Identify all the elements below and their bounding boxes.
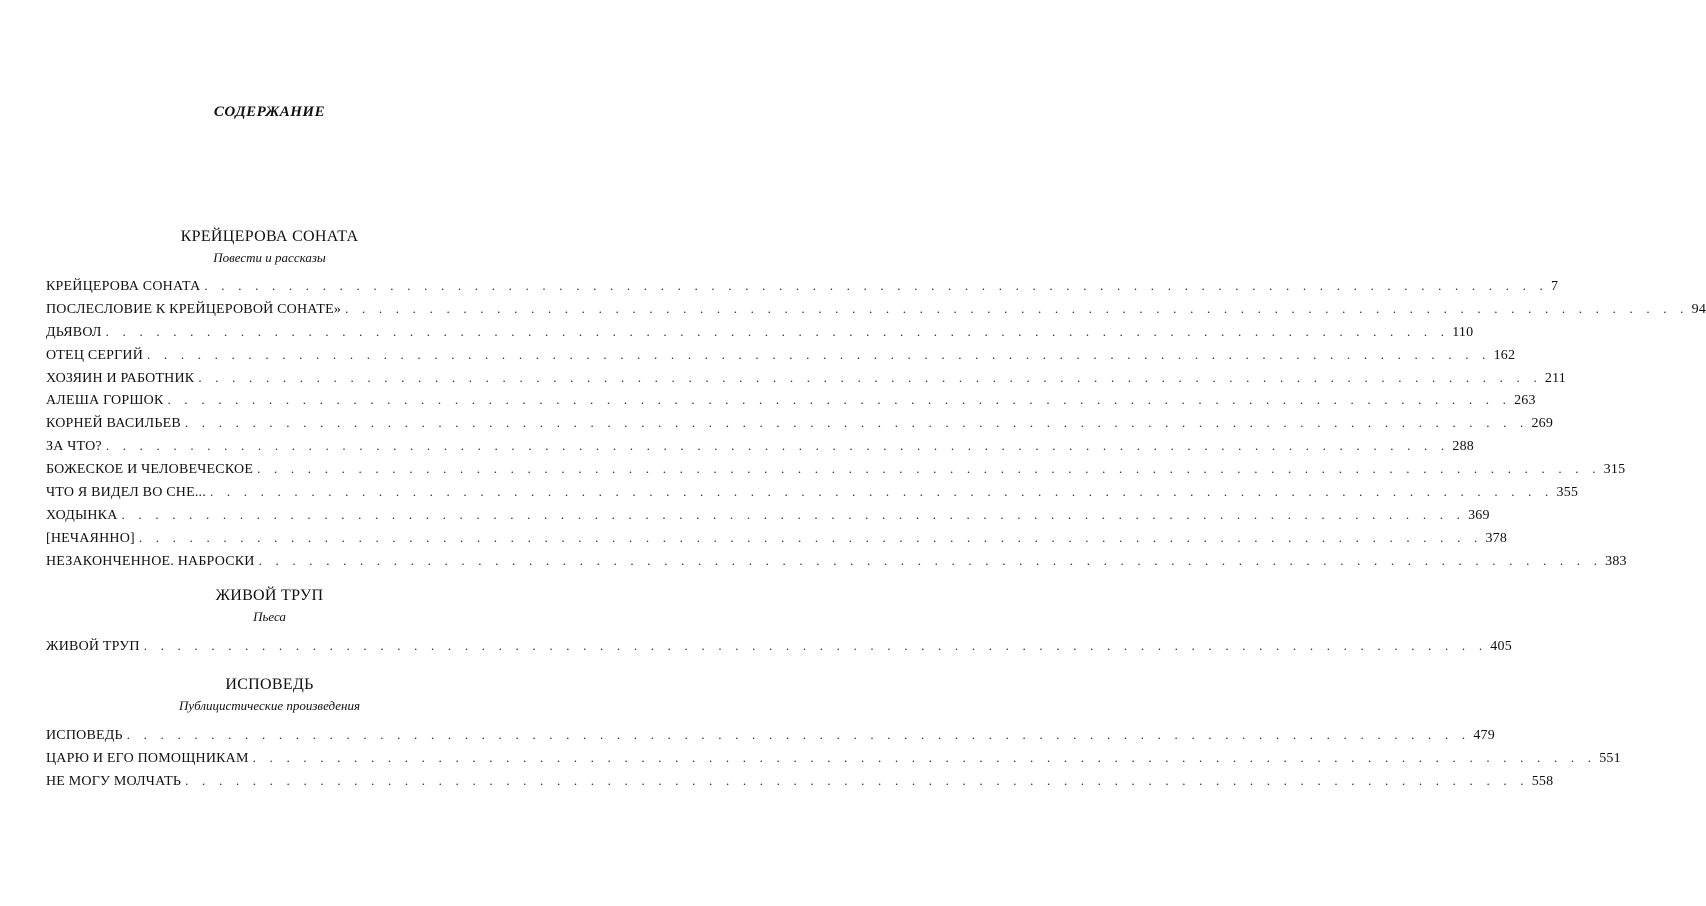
- toc-entry-page-number: 315: [1603, 462, 1626, 478]
- toc-entry: [46, 552, 1627, 576]
- toc-entry-page-number: 110: [1452, 324, 1474, 340]
- toc-entry: [46, 369, 1566, 393]
- toc-entry-page-number: 369: [1468, 507, 1490, 523]
- toc-entry: [46, 506, 1490, 530]
- section-heading-confession: ИСПОВЕДЬ: [225, 676, 314, 693]
- dot-leader: . . . . . . . . . . . . . . . . . . . . . . . . . . . . . . . . . . . . . . . . . . . . . . . . . . . . . . . . . . . . . . . . . . . . . . . . . . . . . . . .: [258, 552, 1603, 568]
- toc-entry: [46, 749, 1621, 773]
- toc-entry: [46, 300, 1706, 324]
- section-heading-living-corpse: ЖИВОЙ ТРУП: [215, 587, 324, 604]
- section-subtitle-kreutzer: Повести и рассказы: [213, 250, 326, 265]
- toc-entry: [46, 772, 1554, 796]
- toc-entry-page-number: 269: [1531, 416, 1554, 432]
- toc-entry-title: [НЕЧАЯННО]: [46, 531, 139, 547]
- toc-entry: [46, 727, 1495, 750]
- dot-leader: . . . . . . . . . . . . . . . . . . . . . . . . . . . . . . . . . . . . . . . . . . . . . . . . . . . . . . . . . . . . . . . . . . . . . . . . . . . . . . . .: [252, 749, 1597, 765]
- dot-leader: . . . . . . . . . . . . . . . . . . . . . . . . . . . . . . . . . . . . . . . . . . . . . . . . . . . . . . . . . . . . . . . . . . . . . . . . . . . . . . . .: [105, 323, 1450, 339]
- dot-leader: . . . . . . . . . . . . . . . . . . . . . . . . . . . . . . . . . . . . . . . . . . . . . . . . . . . . . . . . . . . . . . . . . . . . . . . . . . . . . . . .: [126, 727, 1471, 742]
- toc-entry-page-number: 378: [1485, 530, 1508, 546]
- dot-leader: . . . . . . . . . . . . . . . . . . . . . . . . . . . . . . . . . . . . . . . . . . . . . . . . . . . . . . . . . . . . . . . . . . . . . . . . . . . . . . . .: [147, 346, 1491, 362]
- toc-entry-title: НЕЗАКОНЧЕННОЕ. НАБРОСКИ: [46, 554, 259, 570]
- toc-entry-page-number: 211: [1544, 370, 1566, 386]
- section-heading-kreutzer: КРЕЙЦЕРОВА СОНАТА: [180, 228, 359, 245]
- toc-entry-page-number: 551: [1599, 750, 1621, 766]
- page-title: СОДЕРЖАНИЕ: [213, 104, 326, 120]
- toc-entry-page-number: 355: [1556, 485, 1579, 501]
- toc-entry: [46, 323, 1474, 347]
- toc-entry-page-number: 479: [1473, 728, 1495, 743]
- section-subtitle-confession: Публицистические произведения: [178, 698, 361, 713]
- dot-leader: . . . . . . . . . . . . . . . . . . . . . . . . . . . . . . . . . . . . . . . . . . . . . . . . . . . . . . . . . . . . . . . . . . . . . . . . . . . . . . . .: [138, 529, 1483, 545]
- toc-entry-page-number: 7: [1550, 279, 1559, 294]
- dot-leader: . . . . . . . . . . . . . . . . . . . . . . . . . . . . . . . . . . . . . . . . . . . . . . . . . . . . . . . . . . . . . . . . . . . . . . . . . . . . . . . .: [143, 638, 1488, 653]
- dot-leader: . . . . . . . . . . . . . . . . . . . . . . . . . . . . . . . . . . . . . . . . . . . . . . . . . . . . . . . . . . . . . . . . . . . . . . . . . . . . . . . .: [121, 506, 1466, 522]
- toc-entry-title: ЦАРЮ И ЕГО ПОМОЩНИКАМ: [46, 751, 253, 767]
- toc-entry: [46, 638, 1512, 661]
- toc-entry-title: ХОЗЯИН И РАБОТНИК: [46, 371, 198, 387]
- toc-entry-page-number: 263: [1514, 393, 1536, 409]
- dot-leader: . . . . . . . . . . . . . . . . . . . . . . . . . . . . . . . . . . . . . . . . . . . . . . . . . . . . . . . . . . . . . . . . . . . . . . . . . . . . . . . .: [198, 369, 1542, 385]
- toc-entry-title: КОРНЕЙ ВАСИЛЬЕВ: [46, 416, 185, 432]
- section-subtitle-living-corpse: Пьеса: [253, 609, 286, 624]
- toc-entry-title: ДЬЯВОЛ: [46, 325, 106, 341]
- dot-leader: . . . . . . . . . . . . . . . . . . . . . . . . . . . . . . . . . . . . . . . . . . . . . . . . . . . . . . . . . . . . . . . . . . . . . . . . . . . . . . . .: [345, 300, 1689, 316]
- dot-leader: . . . . . . . . . . . . . . . . . . . . . . . . . . . . . . . . . . . . . . . . . . . . . . . . . . . . . . . . . . . . . . . . . . . . . . . . . . . . . . . .: [209, 484, 1554, 500]
- toc-entry: [46, 392, 1536, 415]
- dot-leader: . . . . . . . . . . . . . . . . . . . . . . . . . . . . . . . . . . . . . . . . . . . . . . . . . . . . . . . . . . . . . . . . . . . . . . . . . . . . . . . .: [185, 772, 1529, 788]
- toc-entry-page-number: 405: [1490, 639, 1512, 654]
- toc-entry: [46, 346, 1516, 370]
- toc-entry: [46, 278, 1559, 301]
- toc-entry-title: ИСПОВЕДЬ: [46, 728, 127, 744]
- toc-entry-title: БОЖЕСКОЕ И ЧЕЛОВЕЧЕСКОЕ: [46, 462, 257, 478]
- toc-entry-title: КРЕЙЦЕРОВА СОНАТА: [46, 279, 204, 295]
- dot-leader: . . . . . . . . . . . . . . . . . . . . . . . . . . . . . . . . . . . . . . . . . . . . . . . . . . . . . . . . . . . . . . . . . . . . . . . . . . . . . . . .: [167, 392, 1512, 408]
- toc-entry-page-number: 94: [1691, 301, 1706, 317]
- toc-entry: [46, 461, 1626, 484]
- toc-list-confession: [46, 727, 1621, 796]
- toc-entry-title: ОТЕЦ СЕРГИЙ: [46, 348, 147, 364]
- toc-entry-page-number: 162: [1493, 347, 1516, 363]
- dot-leader: . . . . . . . . . . . . . . . . . . . . . . . . . . . . . . . . . . . . . . . . . . . . . . . . . . . . . . . . . . . . . . . . . . . . . . . . . . . . . . . .: [105, 438, 1450, 454]
- toc-entry-page-number: 288: [1452, 439, 1474, 455]
- dot-leader: . . . . . . . . . . . . . . . . . . . . . . . . . . . . . . . . . . . . . . . . . . . . . . . . . . . . . . . . . . . . . . . . . . . . . . . . . . . . . . . .: [184, 415, 1529, 431]
- toc-entry-title: ЖИВОЙ ТРУП: [46, 639, 144, 655]
- toc-list-kreutzer: [46, 278, 1706, 576]
- toc-entry-title: ЗА ЧТО?: [46, 439, 106, 455]
- toc-entry-title: ПОСЛЕСЛОВИЕ К КРЕЙЦЕРОВОЙ СОНАТЕ»: [46, 302, 345, 318]
- dot-leader: . . . . . . . . . . . . . . . . . . . . . . . . . . . . . . . . . . . . . . . . . . . . . . . . . . . . . . . . . . . . . . . . . . . . . . . . . . . . . . . .: [204, 278, 1548, 293]
- toc-entry: [46, 415, 1554, 438]
- toc-entry-title: АЛЕША ГОРШОК: [46, 393, 168, 409]
- toc-entry: [46, 438, 1474, 461]
- toc-entry-title: НЕ МОГУ МОЛЧАТЬ: [46, 774, 185, 790]
- toc-list-living-corpse: [46, 638, 1512, 661]
- toc-entry: [46, 529, 1508, 553]
- toc-entry: [46, 484, 1579, 507]
- toc-entry-page-number: 558: [1531, 773, 1554, 789]
- toc-entry-page-number: 383: [1605, 553, 1627, 569]
- toc-entry-title: ЧТО Я ВИДЕЛ ВО СНЕ...: [46, 485, 210, 501]
- toc-entry-title: ХОДЫНКА: [46, 508, 122, 524]
- dot-leader: . . . . . . . . . . . . . . . . . . . . . . . . . . . . . . . . . . . . . . . . . . . . . . . . . . . . . . . . . . . . . . . . . . . . . . . . . . . . . . . .: [257, 461, 1601, 477]
